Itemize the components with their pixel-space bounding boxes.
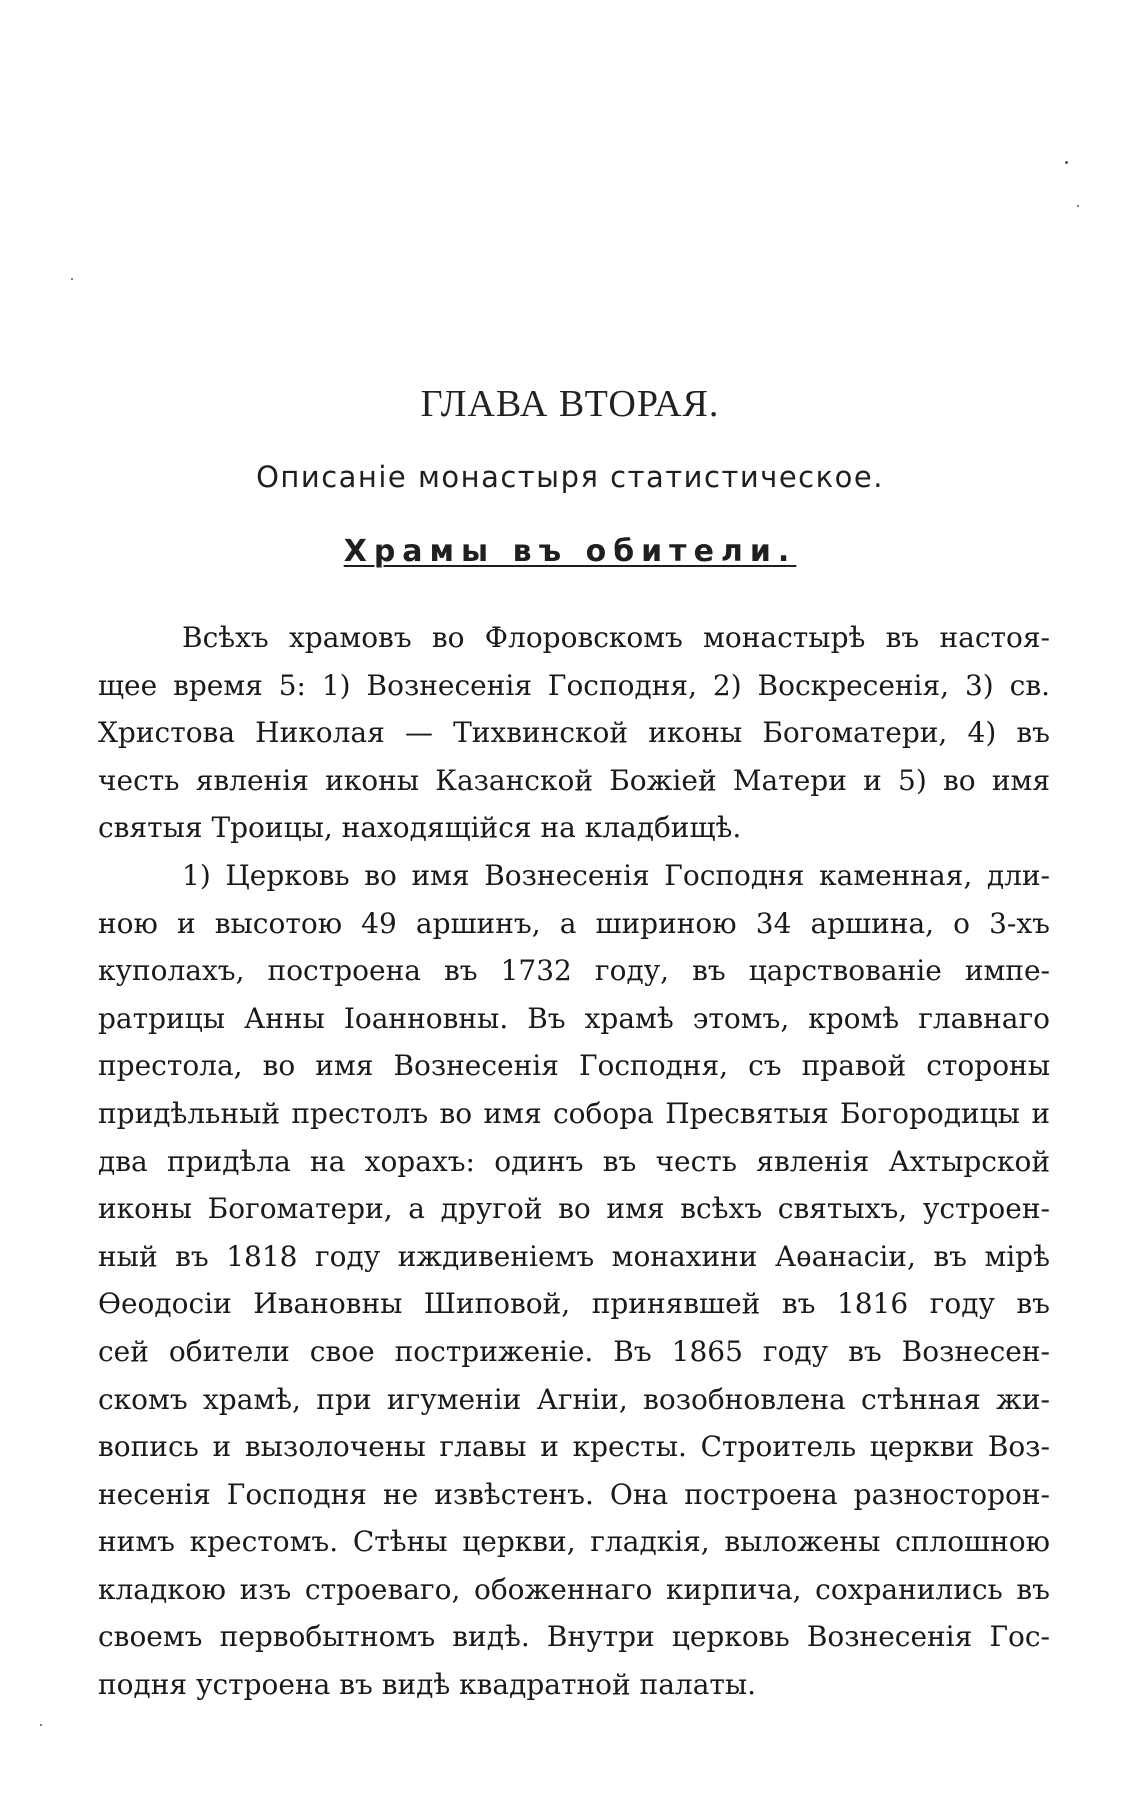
speck-mark — [40, 1724, 42, 1726]
text-line: 1) Церковь во имя Вознесенія Господня каменная, дли- — [182, 858, 1050, 892]
text-line: ратрицы Анны Іоанновны. Въ храмѣ этомъ, кромѣ главнаго — [98, 1001, 1050, 1035]
text-line: нимъ крестомъ. Стѣны церкви, гладкія, выложены сплошною — [98, 1525, 1050, 1559]
text-line: придѣльный престолъ во имя собора Пресвятыя Богородицы и — [98, 1096, 1050, 1130]
body-text — [98, 614, 1050, 1709]
text-line: сей обители свое постриженіе. Въ 1865 году въ Вознесен- — [98, 1334, 1050, 1368]
speck-mark — [1065, 161, 1068, 164]
text-line: святыя Троицы, находящійся на кладбищѣ. — [98, 811, 742, 845]
text-line: ною и высотою 49 аршинъ, а шириною 34 аршина, о 3-хъ — [98, 906, 1050, 940]
text-line: престола, во имя Вознесенія Господня, съ правой стороны — [98, 1049, 1050, 1083]
section-title: Описаніе монастыря статистическое. — [256, 460, 884, 494]
text-line: подня устроена въ видѣ квадратной палаты. — [98, 1668, 757, 1702]
subsection-title: Храмы въ обители. — [343, 534, 797, 569]
text-line: щее время 5: 1) Вознесенія Господня, 2) Воскресенія, 3) св. — [98, 668, 1050, 702]
text-line: два придѣла на хорахъ: одинъ въ честь явленія Ахтырской — [98, 1144, 1050, 1178]
text-line: Христова Николая — Тихвинской иконы Богоматери, 4) въ — [98, 716, 1050, 750]
text-line: скомъ храмѣ, при игуменіи Агніи, возобновлена стѣнная жи- — [98, 1382, 1050, 1416]
text-line: иконы Богоматери, а другой во имя всѣхъ святыхъ, устроен- — [98, 1192, 1050, 1226]
text-line: Ѳеодосіи Ивановны Шиповой, принявшей въ 1816 году въ — [98, 1287, 1050, 1321]
text-line: вопись и вызолочены главы и кресты. Строитель церкви Воз- — [98, 1430, 1050, 1464]
text-line: Всѣхъ храмовъ во Флоровскомъ монастырѣ въ настоя- — [182, 621, 1050, 654]
text-line: несенія Господня не извѣстенъ. Она построена разносторон- — [98, 1477, 1050, 1511]
text-line: своемъ первобытномъ видѣ. Внутри церковь Вознесенія Гос- — [98, 1620, 1050, 1654]
speck-mark — [71, 278, 73, 280]
chapter-title: ГЛАВА ВТОРАЯ. — [420, 383, 720, 425]
text-line: честь явленія иконы Казанской Божіей Матери и 5) во имя — [98, 763, 1050, 797]
speck-mark — [1077, 205, 1079, 207]
text-line: ный въ 1818 году иждивеніемъ монахини Аѳанасіи, въ мірѣ — [98, 1239, 1050, 1273]
text-line: кладкою изъ строеваго, обоженнаго кирпича, сохранились въ — [98, 1572, 1050, 1606]
text-line: куполахъ, построена въ 1732 году, въ царствованіе импе- — [98, 954, 1050, 988]
